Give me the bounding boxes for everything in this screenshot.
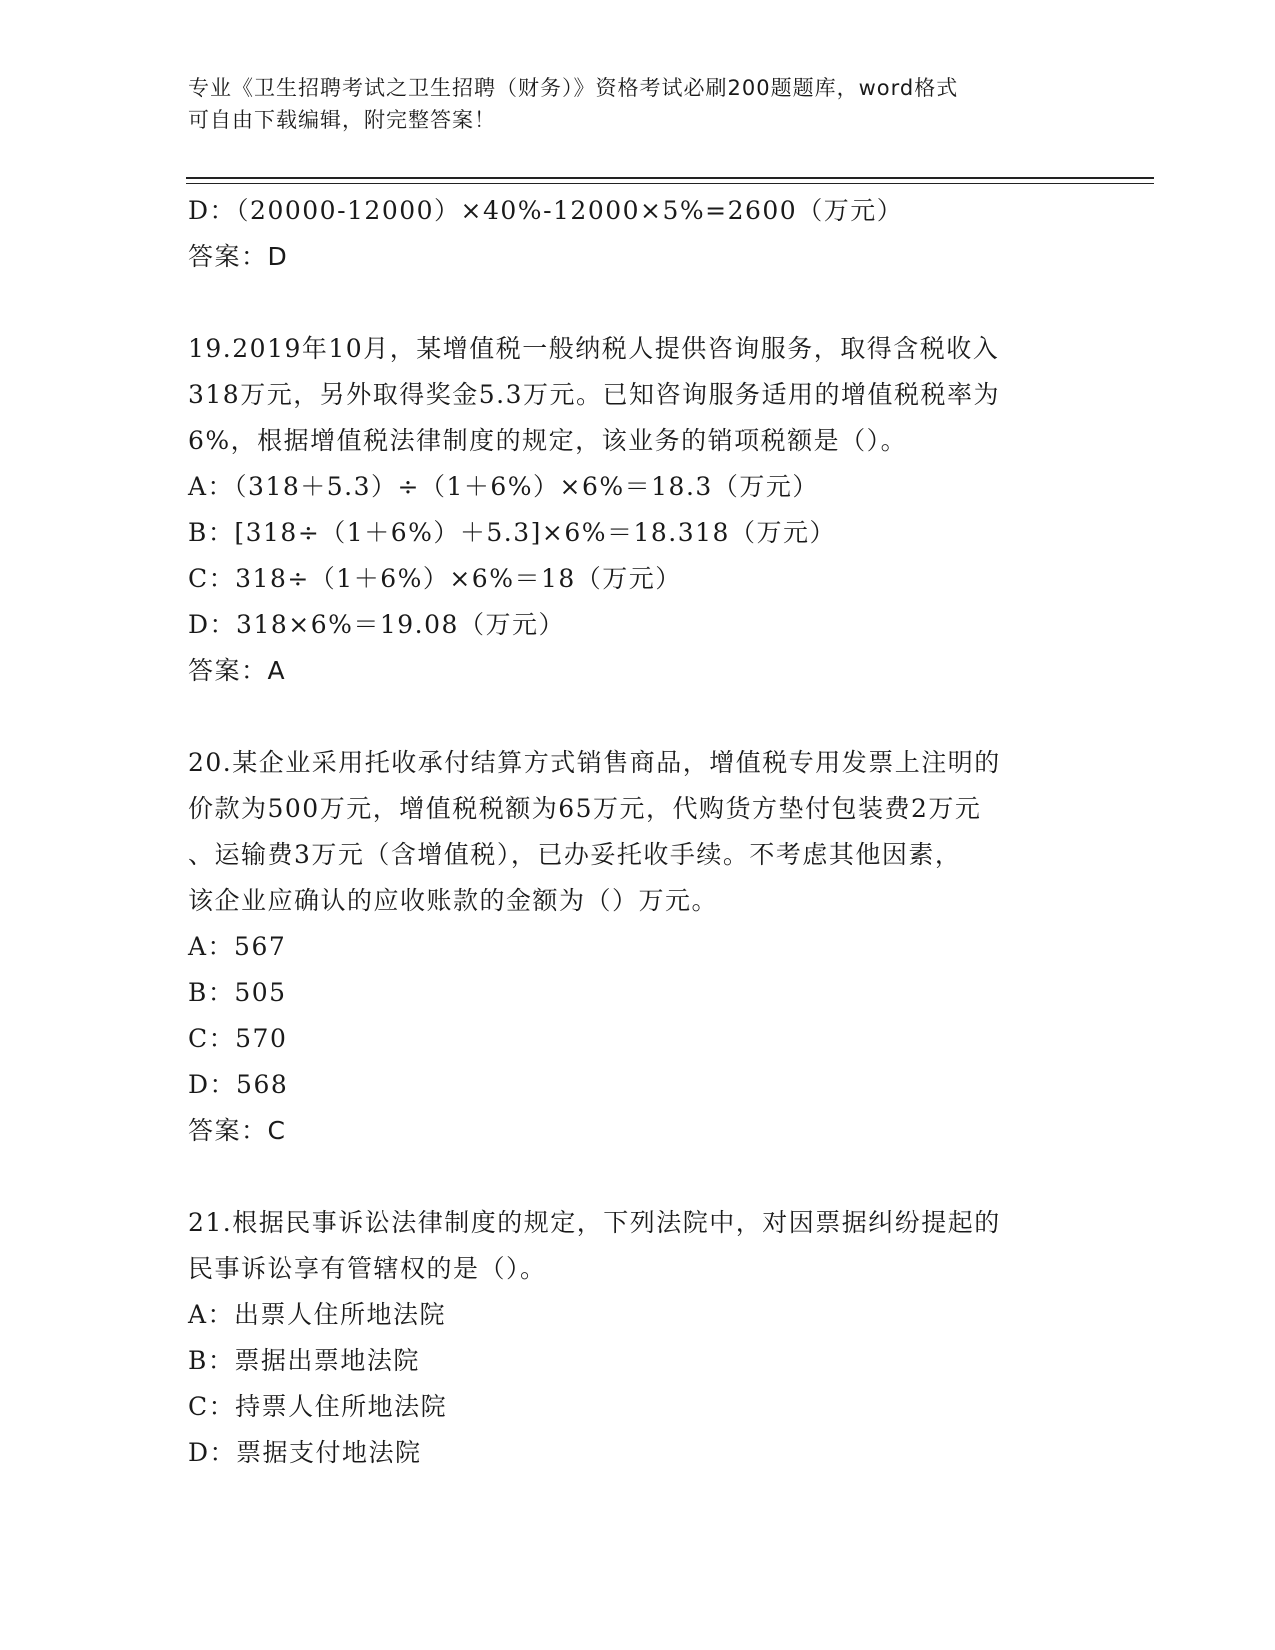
option-d: D：票据支付地法院 [188, 1438, 422, 1467]
question-stem-line: 该企业应确认的应收账款的金额为（）万元。 [188, 886, 719, 915]
option-c: C：持票人住所地法院 [188, 1392, 448, 1421]
option-d: D：318×6%＝19.08（万元） [188, 610, 565, 639]
header-title-line-2: 可自由下载编辑，附完整答案！ [188, 108, 496, 132]
option-c: C：318÷（1＋6%）×6%＝18（万元） [188, 564, 682, 593]
question-stem-line: 19.2019年10月，某增值税一般纳税人提供咨询服务，取得含税收入 [188, 334, 1000, 363]
option-c: C：570 [188, 1024, 288, 1053]
header-divider-thin [186, 183, 1154, 184]
question-stem-line: 20.某企业采用托收承付结算方式销售商品，增值税专用发票上注明的 [188, 748, 1001, 777]
option-a: A：（318＋5.3）÷（1＋6%）×6%＝18.3（万元） [188, 472, 819, 501]
document-header [188, 72, 1088, 136]
question-stem-line: 民事诉讼享有管辖权的是（）。 [188, 1254, 547, 1283]
question-stem-line: 318万元，另外取得奖金5.3万元。已知咨询服务适用的增值税税率为 [188, 380, 1000, 409]
spacer [188, 280, 1108, 326]
document-body [188, 188, 1108, 1476]
option-a: A：567 [188, 932, 287, 961]
answer-line: 答案：A [188, 656, 287, 685]
spacer [188, 694, 1108, 740]
option-a: A：出票人住所地法院 [188, 1300, 447, 1329]
question-stem-line: 价款为500万元，增值税税额为65万元，代购货方垫付包装费2万元 [188, 794, 982, 823]
answer-line: 答案：C [188, 1116, 287, 1145]
question-stem-line: 、运输费3万元（含增值税），已办妥托收手续。不考虑其他因素， [188, 840, 962, 869]
prev-option-d: D：（20000-12000）×40%-12000×5%=2600（万元） [188, 196, 904, 225]
question-20 [188, 740, 1108, 1154]
header-title-line-1: 专业《卫生招聘考试之卫生招聘（财务）》资格考试必刷200题题库，word格式 [188, 76, 959, 100]
prev-answer: 答案：D [188, 242, 289, 271]
option-b: B：票据出票地法院 [188, 1346, 420, 1375]
header-divider-thick [186, 177, 1154, 179]
question-19 [188, 326, 1108, 694]
option-d: D：568 [188, 1070, 289, 1099]
question-stem-line: 6%，根据增值税法律制度的规定，该业务的销项税额是（）。 [188, 426, 908, 455]
question-stem-line: 21.根据民事诉讼法律制度的规定，下列法院中，对因票据纠纷提起的 [188, 1208, 1001, 1237]
option-b: B：505 [188, 978, 287, 1007]
option-b: B：[318÷（1＋6%）＋5.3]×6%＝18.318（万元） [188, 518, 836, 547]
question-21 [188, 1200, 1108, 1476]
spacer [188, 1154, 1108, 1200]
